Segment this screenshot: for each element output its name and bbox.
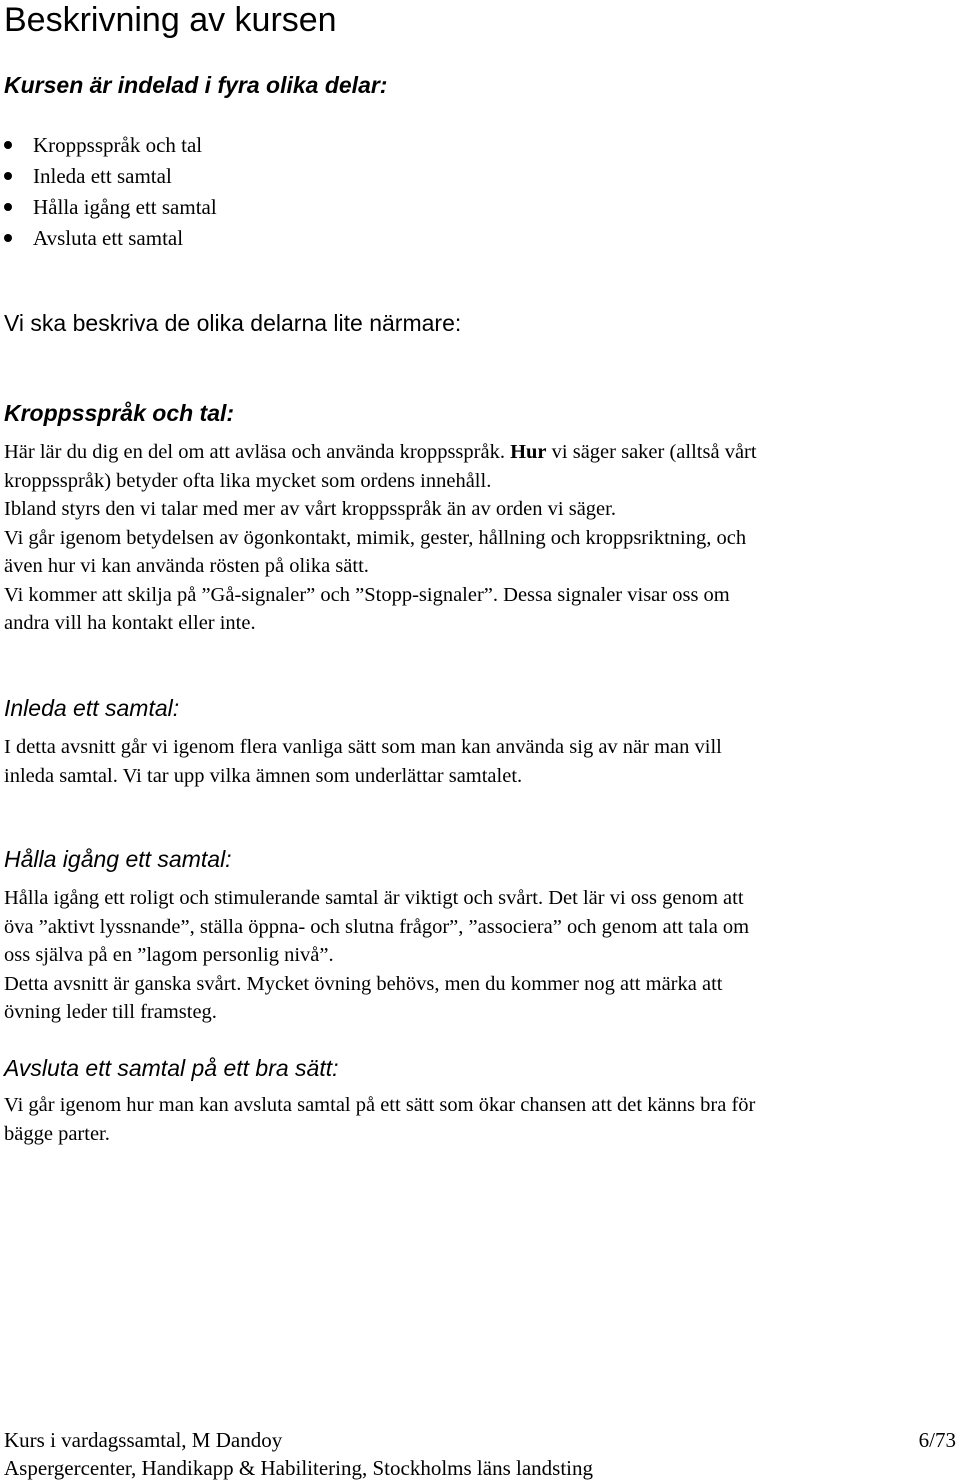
bullet-icon xyxy=(4,141,12,149)
section-body-inleda: I detta avsnitt går vi igenom flera vanliga sätt som man kan använda sig av när man vill inleda samtal. Vi tar upp vilka ämnen som underlättar samtalet. xyxy=(4,736,722,787)
section-heading-halla: Hålla igång ett samtal: xyxy=(4,846,232,872)
list-item: Kroppsspråk och tal xyxy=(0,130,217,161)
section-body-halla: Hålla igång ett roligt och stimulerande samtal är viktigt och svårt. Det lär vi oss genom att öva ”aktivt lyssnande”, ställa öppna- och slutna frågor”, ”associera” och genom att tala om oss själva på en ”lagom personlig nivå”. Detta avsnitt är ganska svårt. Mycket övning behövs, men du kommer nog att märka att övning leder till framsteg. xyxy=(4,887,750,1023)
bullet-icon xyxy=(4,172,12,180)
course-parts-heading: Kursen är indelad i fyra olika delar: xyxy=(4,72,388,98)
bullet-icon xyxy=(4,234,12,242)
list-item: Hålla igång ett samtal xyxy=(0,192,217,223)
page-title: Beskrivning av kursen xyxy=(4,1,337,39)
section-heading-inleda: Inleda ett samtal: xyxy=(4,695,180,721)
bullet-icon xyxy=(4,203,12,211)
footer-course: Kurs i vardagssamtal, M Dandoy xyxy=(4,1428,283,1452)
section-heading-avsluta: Avsluta ett samtal på ett bra sätt: xyxy=(4,1055,339,1081)
section-body-avsluta: Vi går igenom hur man kan avsluta samtal på ett sätt som ökar chansen att det känns bra för bägge parter. xyxy=(4,1094,756,1145)
list-item: Inleda ett samtal xyxy=(0,161,217,192)
section-heading-kroppssprak: Kroppsspråk och tal: xyxy=(4,400,235,426)
page-footer xyxy=(4,1426,956,1482)
footer-organization: Aspergercenter, Handikapp & Habilitering, Stockholms läns landsting xyxy=(4,1456,593,1480)
page-number: 6/73 xyxy=(918,1428,956,1452)
course-parts-list xyxy=(0,130,217,254)
intro-text: Vi ska beskriva de olika delarna lite närmare: xyxy=(4,310,462,336)
list-item: Avsluta ett samtal xyxy=(0,223,217,254)
section-body-kroppssprak: Här lär du dig en del om att avläsa och använda kroppsspråk. Hur vi säger saker (alltså vårt kroppsspråk) betyder ofta lika mycket som ordens innehåll. Ibland styrs den vi talar med mer av vårt kroppsspråk än av orden vi säger. Vi går igenom betydelsen av ögonkontakt, mimik, gester, hållning och kroppsriktning, och även hur vi kan använda rösten på olika sätt. Vi kommer att skilja på ”Gå-signaler” och ”Stopp-signaler”. Dessa signaler visar oss om andra vill ha kontakt eller inte. xyxy=(4,441,757,634)
